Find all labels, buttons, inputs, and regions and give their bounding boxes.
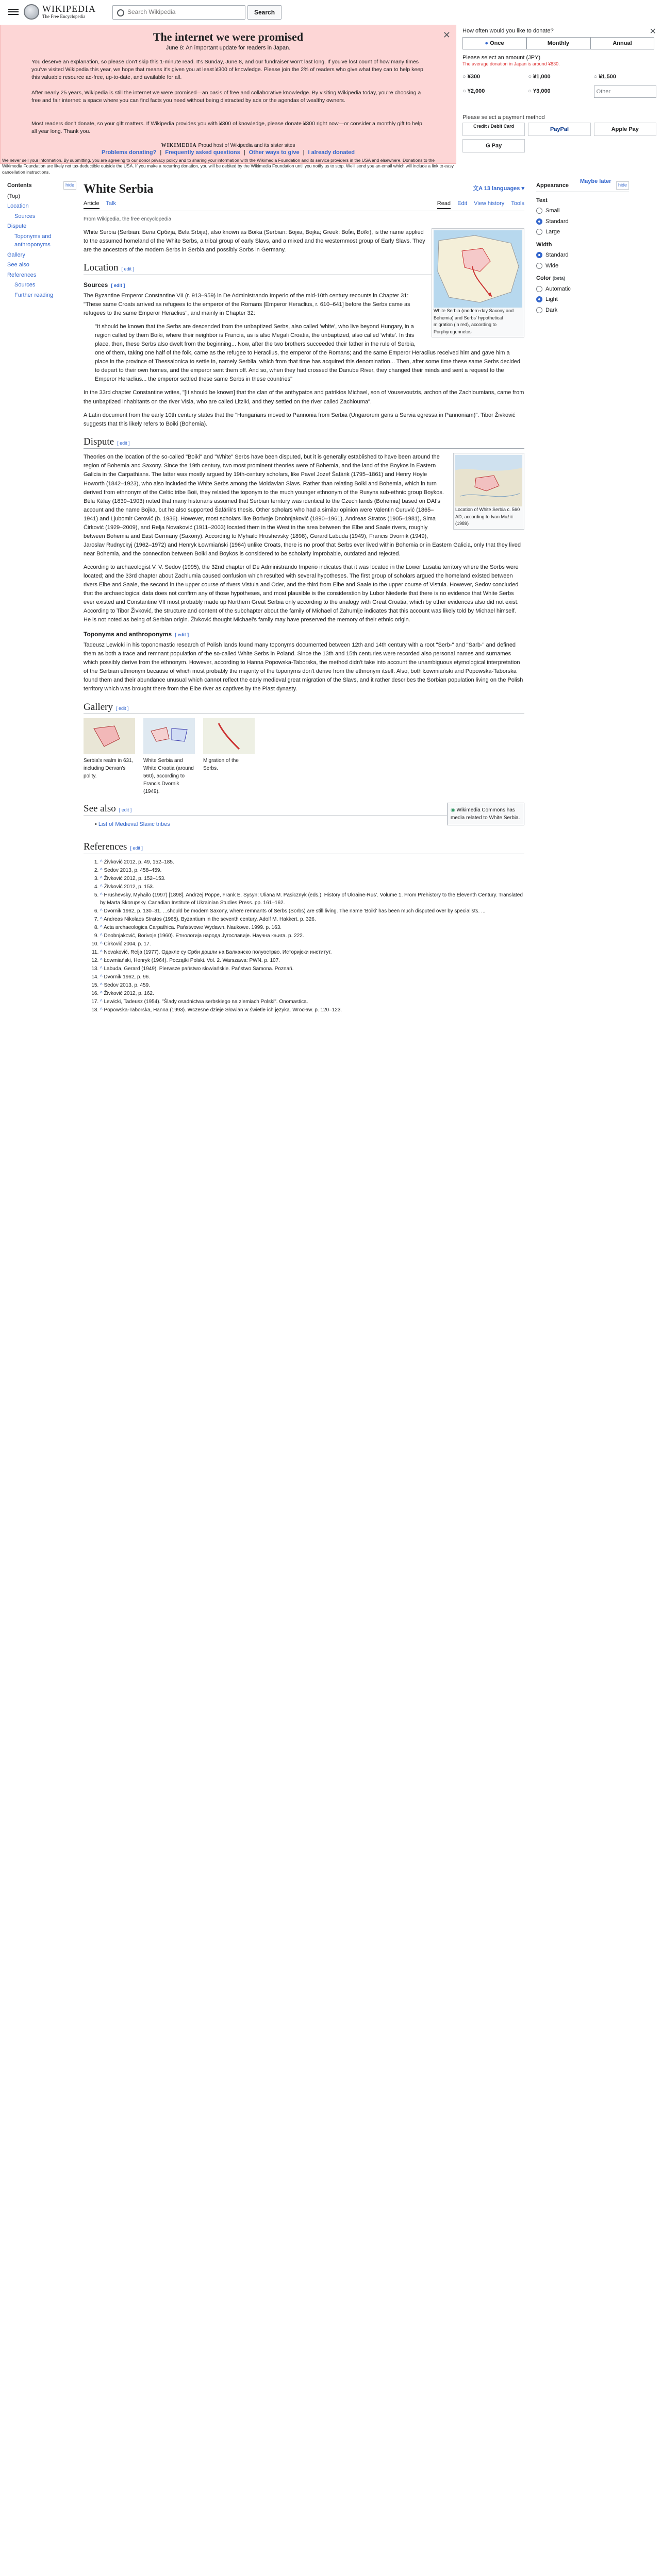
reference-text[interactable]: Živković 2012, p. 162. [104, 991, 154, 997]
reference-text[interactable]: Dvornik 1962, p. 96. [104, 974, 150, 980]
search-button[interactable]: Search [247, 5, 282, 20]
faq-link[interactable]: Frequently asked questions [165, 149, 240, 156]
toc-item[interactable]: Sources [14, 282, 36, 288]
reference-text[interactable]: Dvornik 1962, p. 130–31. ...should be modern Saxony, where remnants of Serbs (Sorbs) are still living. The name 'Boiki' has been much disputed over by specialists. ... [104, 908, 486, 914]
banner-title: The internet we were promised [153, 30, 304, 43]
tagline-text: The Free Encyclopedia [42, 14, 86, 19]
see-also-list: • List of Medieval Slavic tribes [95, 821, 170, 827]
reference-text[interactable]: Sedov 2013, p. 458–459. [104, 868, 162, 874]
appearance-heading: Appearance [536, 181, 629, 192]
backlink-icon[interactable]: ^ [100, 982, 103, 989]
toc-item[interactable]: Toponyms and anthroponyms [14, 233, 52, 248]
body-paragraph: According to archaeologist V. V. Sedov (1995), the 32nd chapter of De Administrando Imperio indicates that it was located in the Lower Lusatia territory where the Sorbs were located; and the 33rd chapter about Zachlumia caused confusion which resulted with several hypotheses. The first group of scholars argued the homeland existed between rivers Elbe and Saale, the second in the upper course of rivers Vistula and Oder, and the third from Elbe and Saale to the upper course of Vistula. However, Sedov concluded that the archaeological data does not confirm any of those hypotheses, and most plausible is the consideration by Lubor Niederle that there is no evidence that White Serbs ever existed and Constantine VII most probably made up Northern Great Serbia only according to the analogy with Great Croatia, which by other evidences also did not exist. According to Tibor Živković, the structure and content of the subchapter about the family of Michael of Zahumlje indicates that this account was likely told by Michael himself. He is not noted as being of Serbian origin. Živković thought Michael's family may have preserved the memory of their ethnic origin. [84, 564, 519, 623]
language-button[interactable]: 文A 13 languages ▾ [473, 185, 524, 192]
backlink-icon[interactable]: ^ [100, 925, 103, 931]
block-quote: "It should be known that the Serbs are descended from the unbaptized Serbs, also called 'white', who live beyond Hungary, in a region called by them Boiki, where their neighbor is Francia, as is also Megali Croatia, the unbaptized, also called 'white'. In this place, then, these Serbs also dwelt from the beginning... Now, after the two brothers succeeded their father in the rule of Serbia, one of them, taking one half of the folk, came as the refugee to Heraclius, the emperor of the Romans; and the same Emperor Heraclius received him and gave him a place in the province of Thessalonica to settle in, namely Serblia, which from that time has acquired this denomination... Then, after some time these same Serbs decided to depart to their own homes, and the emperor sent them off. And so, when they had crossed the Danube River, they changed their minds and sent a request to the Emperor Heraclius... the emperor settled these same Serbs in these countries" [95, 324, 521, 383]
reference-item [100, 940, 524, 948]
donate-panel [462, 25, 658, 184]
main-menu-icon[interactable] [8, 7, 19, 18]
backlink-icon[interactable]: ^ [100, 859, 103, 866]
edit-section-link[interactable]: [ edit ] [117, 440, 130, 446]
toc-item[interactable]: Location [7, 203, 29, 209]
section-title: Dispute [84, 436, 114, 447]
text-size-standard-option[interactable]: Standard [536, 217, 629, 226]
amount-options [462, 71, 656, 98]
edit-section-link[interactable]: [ edit ] [115, 705, 129, 711]
see-also-link[interactable]: List of Medieval Slavic tribes [98, 821, 170, 827]
reference-text[interactable]: Popowska-Taborska, Hanna (1993). Wczesne dzieje Słowian w świetle ich języka. Wrocław. p. 120–123. [104, 1007, 342, 1013]
section-heading-gallery [84, 701, 524, 715]
reference-item [100, 965, 524, 973]
article-content [84, 181, 524, 1014]
infobox-map [432, 228, 524, 337]
color-light-option[interactable]: Light [536, 295, 629, 304]
reference-text[interactable]: Łowmiański, Henryk (1964). Początki Polski. Vol. 2. Warszawa: PWN. p. 107. [104, 958, 280, 964]
wordmark-text: WIKIPEDIA [42, 4, 96, 14]
gallery-item [84, 718, 135, 795]
backlink-icon[interactable]: ^ [100, 933, 103, 939]
commons-text[interactable]: Wikimedia Commons has media related to White Serbia. [451, 807, 520, 821]
commons-icon: ◉ [451, 807, 455, 813]
body-paragraph: Theories on the location of the so-called "Boiki" and "White" Serbs have been disputed, but it is generally established to have been around the region of Bohemia and Saxony. Since the 19th century, two most prominent theories were of Bohemia, and the land of the Boykos in Eastern Galicia in the Carpathians. The latter was mostly argued by 19th-century scholars, like Pavel Jozef Šafárik (1795–1861) and Henry Hoyle Howorth (1842–1923), who also included the White Serbs among the Moldavian Slavs. Rather than relating Boiki and Bohemia, which in turn derived from ethnonym of the Celtic tribe Boii, they related the toponym to the much younger ethnonym of the Rusyns sub-ethnic group Boykos. Béla Kálay (1839–1903) noted that many historians assumed that Serbian territory was identical to the Czech lands (Bohemia) based on DAI's account and the name Bojka, but he also supported Šafárik's thesis. Other scholars who had a similar opinion were Valentin Curuvić (1865–1941) and Ljubomir Cerović (b. 1936). However, most scholars like Borivoje Dnobnjaković (1890–1961), Andreas Stratos (1905–1981), Sima Ćirković (1929–2009), and Relja Novaković (1911–2003) located them in the West in the area between the Elbe and Saale rivers, roughly between Bohemia and East Germany (Saxony). According to Myhailo Hrushevsky (1898), Gerard Labuda (1949), Francis Dvornik (1949), Jaroslav Rudnyckyj (1962–1972) and Henryk Łowmiański (1964) unlike Croats, there is no proof that Serbs ever lived within Bohemia or in Eastern Galicia, only that they lived near Bohemia, and the connection between Boiki and Boykos is considered to be scholarly improbable, outdated and rejected. [84, 454, 521, 557]
width-label: Width [536, 241, 552, 248]
white-serbia-map[interactable] [434, 230, 522, 308]
gallery-item [143, 718, 195, 795]
banner-paragraph: You deserve an explanation, so please don't skip this 1-minute read. It's Sunday, June 8, and our fundraiser won't last long. If you've lost count of how many times you've visited Wikipedia this year, we hope that means it's given you at least ¥300 of knowledge. Please join the 2% of readers who give what they can to help keep this valuable resource ad-free, up-to-date, and available for all. [31, 59, 423, 81]
tab-article[interactable]: Article [84, 200, 100, 209]
location-map-image[interactable] [455, 455, 522, 506]
toc-hide-button[interactable]: hide [63, 181, 76, 190]
gallery [84, 718, 524, 795]
dispute-map-figure [453, 453, 524, 530]
width-wide-option[interactable]: Wide [536, 262, 629, 270]
maybe-later-link[interactable]: Maybe later [580, 178, 611, 184]
google-pay-button[interactable]: G Pay [462, 139, 525, 152]
wikimedia-note: Proud host of Wikipedia and its sister sites [198, 143, 295, 148]
section-title: Gallery [84, 701, 113, 713]
color-label-text: Color [536, 275, 551, 281]
reference-item [100, 998, 524, 1006]
subsection-title: Toponyms and anthroponyms [84, 631, 172, 638]
backlink-icon[interactable]: ^ [100, 868, 103, 874]
reference-text[interactable]: Sedov 2013, p. 459. [104, 982, 151, 989]
edit-section-link[interactable]: [ edit ] [130, 845, 143, 851]
legal-text: We never sell your information. By submitting, you are agreeing to our donor privacy policy and to sharing your information with the Wikimedia Foundation and its service providers in the USA and elsewhere. Donations to the Wikimedia Foundation are likely not tax-deductible outside the USA. If you make a recurring donation, you will be debited by the Wikimedia Foundation until you notify us to stop. We'll send you an email which will include a link to easy cancellation instructions. [2, 158, 454, 175]
tab-view-history[interactable]: View history [474, 200, 505, 207]
banner-paragraph: After nearly 25 years, Wikipedia is still the internet we were promised—an oasis of free and collaborative knowledge. By visiting Wikipedia today, you're choosing a free and fair internet: a space where you can find facts you need without being distracted by ads or the agendas of wealthy owners. [31, 90, 421, 104]
backlink-icon[interactable]: ^ [100, 917, 103, 923]
gallery-caption: White Serbia and White Croatia (around 560), according to Francis Dvornik (1949). [143, 758, 194, 795]
frequency-once-option[interactable]: ● Once [462, 37, 526, 49]
reference-item [100, 907, 524, 915]
reference-text[interactable]: Živković 2012, p. 153. [104, 884, 154, 890]
toc-item[interactable]: Further reading [14, 292, 54, 298]
tab-read[interactable]: Read [437, 200, 451, 209]
reference-text[interactable]: Andreas Nikolaos Stratos (1968). Byzantium in the seventh century. Adolf M. Hakkert. p. 326. [103, 917, 316, 923]
reference-item [100, 858, 524, 866]
toc-item[interactable]: Sources [14, 213, 36, 219]
toc-item[interactable]: (Top) [7, 193, 21, 199]
table-of-contents [7, 181, 78, 301]
search-box [112, 5, 245, 20]
commons-box [447, 803, 524, 825]
toc-item[interactable]: References [7, 272, 37, 278]
amount-note: The average donation in Japan is around ¥830. [462, 61, 560, 66]
toc-heading: Contents [7, 182, 32, 189]
frequency-options [462, 37, 654, 49]
section-title: See also [84, 803, 116, 815]
body-paragraph: The Byzantine Emperor Constantine VII (r. 913–959) in De Administrando Imperio of the mid-10th century recounts in Chapter 31: "These same Croats arrived as refugees to the emperor of the Romans [Emperor Heraclius, r. 610–641] before the Serbs came as refugees to the same Emperor Heraclius", and mainly in Chapter 32: [84, 293, 410, 317]
gallery-caption: Migration of the Serbs. [203, 758, 239, 772]
reference-text[interactable]: Ćirković 2004, p. 17. [104, 941, 151, 947]
reference-item [100, 883, 524, 891]
reference-item [100, 875, 524, 883]
section-title: References [84, 841, 127, 853]
color-dark-option[interactable]: Dark [536, 306, 629, 315]
text-size-large-option[interactable]: Large [536, 228, 629, 236]
backlink-icon[interactable]: ^ [100, 892, 103, 899]
color-automatic-option[interactable]: Automatic [536, 285, 629, 294]
amount-option[interactable]: ○ ¥1,500 [594, 71, 656, 82]
text-size-small-option[interactable]: Small [536, 207, 629, 215]
gallery-item [203, 718, 255, 795]
wikipedia-wordmark[interactable] [42, 4, 96, 20]
reference-text[interactable]: Živković 2012, p. 152–153. [104, 876, 166, 882]
amount-label: Please select an amount (JPY) [462, 55, 541, 61]
other-amount-input[interactable]: Other [594, 86, 656, 98]
backlink-icon[interactable]: ^ [100, 941, 103, 947]
fundraising-banner [0, 25, 456, 164]
already-donated-link[interactable]: I already donated [308, 149, 355, 156]
language-count: 13 languages [484, 185, 520, 192]
edit-section-link[interactable]: [ edit ] [119, 807, 132, 813]
text-size-label: Text [536, 197, 548, 204]
amount-option[interactable]: ○ ¥3,000 [528, 86, 590, 97]
page-tabs [84, 199, 524, 211]
apple-pay-button[interactable]: Apple Pay [594, 123, 656, 136]
frequency-question: How often would you like to donate? [462, 28, 554, 34]
reference-item [100, 891, 524, 907]
tab-edit[interactable]: Edit [457, 200, 468, 207]
appearance-hide-button[interactable]: hide [616, 181, 629, 190]
tab-talk[interactable]: Talk [106, 200, 116, 207]
close-icon[interactable]: ✕ [442, 30, 451, 40]
site-header [0, 0, 662, 25]
reference-item [100, 990, 524, 997]
reference-item [100, 932, 524, 940]
references-list [84, 858, 524, 1014]
infobox-caption: White Serbia (modern-day Saxony and Bohemia) and Serbs' hypothetical migration (in red), according to Porphyrogennetos [434, 308, 514, 334]
figure-caption: Location of White Serbia c. 560 AD, according to Ivan Mužić (1989) [455, 507, 520, 527]
frequency-annual-option[interactable]: Annual [590, 37, 654, 49]
banner-paragraph: Most readers don't donate, so your gift matters. If Wikipedia provides you with ¥300 of knowledge, please donate ¥300 right now—or consider a monthly gift to help all year long. Thank you. [31, 121, 422, 135]
reference-text[interactable]: Živković 2012, p. 49, 152–185. [104, 859, 174, 866]
reference-item [100, 916, 524, 923]
other-ways-link[interactable]: Other ways to give [249, 149, 300, 156]
section-heading-references [84, 841, 524, 854]
reference-item [100, 981, 524, 989]
section-title: Location [84, 262, 119, 274]
payment-label: Please select a payment method [462, 114, 545, 121]
gallery-map-image[interactable] [84, 718, 135, 754]
tab-tools[interactable]: Tools [511, 200, 524, 207]
amount-option[interactable]: ○ ¥2,000 [462, 86, 525, 97]
amount-option[interactable]: ○ ¥300 [462, 71, 525, 82]
backlink-icon[interactable]: ^ [100, 966, 103, 972]
lead-paragraph: White Serbia (Serbian: Бела Србија, Bela Srbija), also known as Boika (Serbian: Бојка, Bojka; Greek: Βοΐκι, Boïki), is the name applied to the assumed homeland of the White Serbs, a tribal group of early Slavs, and a mixed and the westernmost group of Early Slavs. They are the ancestors of the modern Serbs in Serbia and possibly Sorbs in Germany. [84, 229, 425, 253]
reference-item [100, 948, 524, 956]
backlink-icon[interactable]: ^ [100, 999, 103, 1005]
close-icon[interactable]: ✕ [649, 27, 656, 36]
search-input[interactable] [126, 8, 242, 16]
subsection-heading-toponyms [84, 630, 524, 639]
edit-section-link[interactable]: [ edit ] [121, 266, 135, 272]
reference-item [100, 973, 524, 981]
reference-text[interactable]: Labuda, Gerard (1949). Pierwsze państwo słowiańskie. Państwo Samona. Poznań. [104, 966, 294, 972]
section-heading-dispute [84, 436, 524, 449]
reference-text[interactable]: Dnobnjaković, Borivoje (1960). Етнологија народа Југославије. Научна књига. p. 222. [104, 933, 304, 939]
appearance-panel [536, 181, 629, 316]
beta-tag: (beta) [552, 276, 566, 281]
card-payment-button[interactable]: Credit / Debit Card [462, 123, 525, 136]
reference-item [100, 1006, 524, 1014]
payment-options [462, 123, 656, 152]
backlink-icon[interactable]: ^ [100, 974, 103, 980]
edit-section-link[interactable]: [ edit ] [175, 632, 189, 638]
banner-links: Problems donating? | Frequently asked questions | Other ways to give | I already donated [101, 149, 355, 156]
reference-text[interactable]: Hrushevsky, Myhailo (1997) [1898]. Andrzej Poppe, Frank E. Sysyn; Uliana M. Pasicznyk (eds.). History of Ukraine-Rus'. Volume 1. From Prehistory to the Eleventh Century. Translated by Marta Skorupsky. Canadian Institute of Ukrainian Studies Press. pp. 161–162. [100, 892, 523, 906]
subsection-title: Sources [84, 281, 108, 289]
backlink-icon[interactable]: ^ [100, 908, 103, 914]
reference-item [100, 924, 524, 931]
backlink-icon[interactable]: ^ [100, 958, 103, 964]
page-title: White Serbia [84, 182, 154, 196]
search-icon [117, 9, 124, 16]
color-label [536, 274, 629, 283]
banner-subtitle: June 8: An important update for readers in Japan. [166, 45, 291, 51]
reference-text[interactable]: Acta archaeologica Carpathica. Państwowe Wydawn. Naukowe. 1999. p. 163. [103, 925, 282, 931]
backlink-icon[interactable]: ^ [100, 1007, 103, 1013]
gallery-map-image[interactable] [143, 718, 195, 754]
backlink-icon[interactable]: ^ [100, 884, 103, 890]
reference-text[interactable]: Lewicki, Tadeusz (1954). "Ślady osadnictwa serbskiego na ziemiach Polski". Onomastica. [104, 999, 308, 1005]
backlink-icon[interactable]: ^ [100, 950, 103, 956]
width-standard-option[interactable]: Standard [536, 251, 629, 260]
from-wikipedia: From Wikipedia, the free encyclopedia [84, 216, 172, 223]
frequency-monthly-option[interactable]: Monthly [526, 37, 590, 49]
toc-item[interactable]: Dispute [7, 223, 27, 229]
body-paragraph: A Latin document from the early 10th century states that the "Hungarians moved to Pannonia from Serbia (Ungarorum gens a Servia egressa in Pannoniam)". Tibor Živković suggests that this likely refers to Boiki (Bohemia). [84, 412, 516, 427]
body-paragraph: Tadeusz Lewicki in his toponomastic research of Polish lands found many toponyms documented between 12th and 14th century with a root "Serb-" and "Sarb-" and defined them as both a trace and remnant population of the so-called White Serbs in Poland. Since the 13th and 15th centuries were recorded also personal names and surnames which possibly derive from the ethnonym. However, according to Hanna Popowska-Taborska, the method didn't take into account the unambiguous etymological interpretation of the Serbian ethnonym because of which most probably the majority of the toponyms don't derive from the ethnonym itself. Also, both Łowmiański and Popowska-Taborska found them and their abundance unusual which cannot reflect the early medieval great migration of the Slavs, and it rather describes the Sorbian population living on the Polish territory which was brought there from the Elbe river as captives by the Piast dynasty. [84, 642, 523, 692]
gallery-map-image[interactable] [203, 718, 255, 754]
wikipedia-globe-logo[interactable] [24, 4, 39, 20]
amount-option[interactable]: ○ ¥1,000 [528, 71, 590, 82]
edit-section-link[interactable]: [ edit ] [111, 283, 125, 289]
toc-item[interactable]: See also [7, 262, 29, 268]
wikimedia-logo: WIKIMEDIA [161, 143, 197, 148]
backlink-icon[interactable]: ^ [100, 876, 103, 882]
body-paragraph: In the 33rd chapter Constantine writes, "[It should be known] that the clan of the anthypatos and patrikios Michael, son of Vousevoutzis, archon of the Zachloumians, came from the unbaptized inhabitants on the river Visla, who are called Litziki, and they settled on the river called Zachlouma". [84, 389, 524, 405]
reference-text[interactable]: Novaković, Relja (1977). Одакле су Срби дошли на Балканско полуострво. Историјски институт. [104, 950, 332, 956]
toc-item[interactable]: Gallery [7, 251, 25, 258]
problems-donating-link[interactable]: Problems donating? [101, 149, 157, 156]
reference-item [100, 867, 524, 874]
reference-item [100, 957, 524, 964]
paypal-button[interactable]: PayPal [528, 123, 590, 136]
backlink-icon[interactable]: ^ [100, 991, 103, 997]
gallery-caption: Serbia's realm in 631, including Dervan's polity. [84, 758, 134, 779]
